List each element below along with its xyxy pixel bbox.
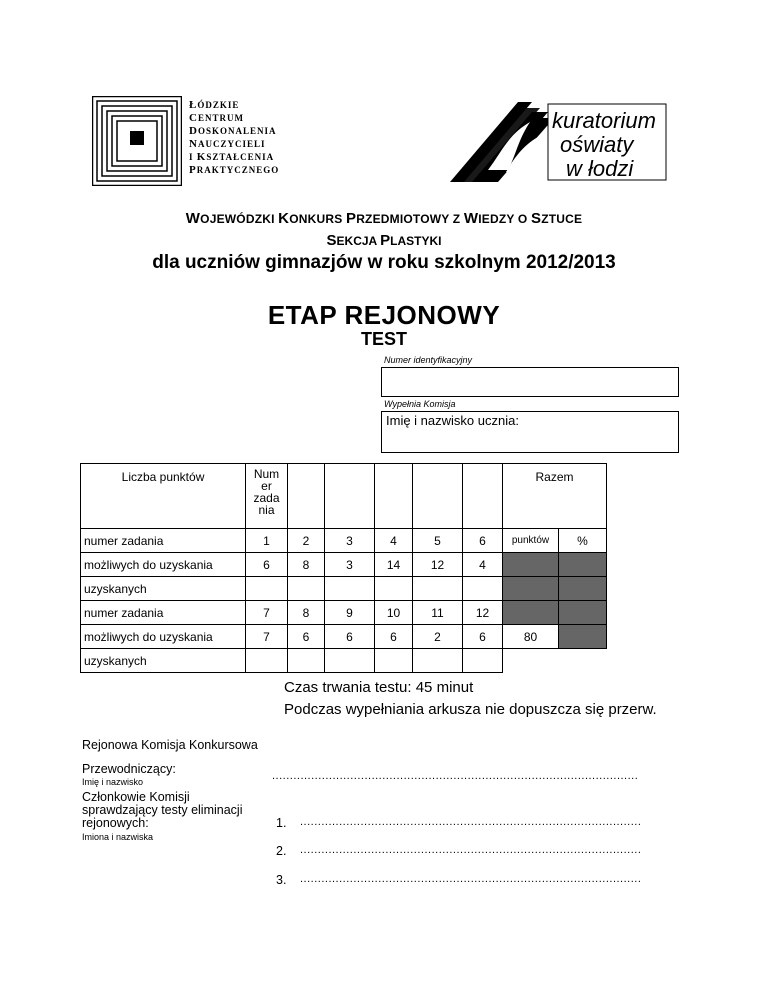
- task-cell: 8: [288, 601, 325, 625]
- points-column-header: punktów: [503, 529, 559, 553]
- obtained-cell[interactable]: [325, 577, 375, 601]
- points-cell: 6: [463, 625, 503, 649]
- kuratorium-text-2: oświaty: [560, 132, 634, 157]
- member-signature-line[interactable]: ................................................................................................: [300, 873, 642, 885]
- member-number: 3.: [276, 873, 287, 887]
- row-label-possible: możliwych do uzyskania: [81, 625, 246, 649]
- score-table: [80, 463, 607, 673]
- row-label-task: numer zadania: [81, 529, 246, 553]
- obtained-cell[interactable]: [246, 649, 288, 673]
- obtained-cell[interactable]: [288, 649, 325, 673]
- shaded-cell: [503, 577, 559, 601]
- contest-title: WOJEWÓDZKI KONKURS PRZEDMIOTOWY Z WIEDZY O SZTUCE: [185, 210, 583, 227]
- points-cell: 14: [375, 553, 413, 577]
- id-number-field[interactable]: [381, 367, 679, 397]
- task-cell: 2: [288, 529, 325, 553]
- organization-name: ŁÓDZKIE CENTRUM DOSKONALENIA NAUCZYCIELI I KSZTAŁCENIA PRAKTYCZNEGO: [189, 99, 280, 176]
- points-cell: 7: [246, 625, 288, 649]
- stage-title: ETAP REJONOWY: [267, 300, 501, 330]
- commission-title: Rejonowa Komisja Konkursowa: [82, 738, 258, 752]
- points-cell: 6: [325, 625, 375, 649]
- no-break-note: Podczas wypełniania arkusza nie dopuszcza się przerw.: [284, 701, 657, 718]
- task-cell: 10: [375, 601, 413, 625]
- shaded-cell: [559, 601, 607, 625]
- task-cell: 12: [463, 601, 503, 625]
- table-header-row: [81, 464, 607, 529]
- shaded-cell: [559, 577, 607, 601]
- points-cell: 12: [413, 553, 463, 577]
- points-cell: 6: [246, 553, 288, 577]
- members-sub-label: Imiona i nazwiska: [82, 832, 154, 842]
- task-cell: 5: [413, 529, 463, 553]
- obtained-cell[interactable]: [246, 577, 288, 601]
- shaded-cell: [503, 601, 559, 625]
- kuratorium-text-1: kuratorium: [552, 108, 656, 133]
- task-cell: 3: [325, 529, 375, 553]
- obtained-cell[interactable]: [413, 649, 463, 673]
- id-number-label: Numer identyfikacyjny: [384, 355, 473, 365]
- obtained-cell[interactable]: [463, 649, 503, 673]
- row-label-task: numer zadania: [81, 601, 246, 625]
- obtained-cell[interactable]: [288, 577, 325, 601]
- table-row: [81, 577, 607, 601]
- obtained-cell[interactable]: [375, 649, 413, 673]
- points-cell: 6: [375, 625, 413, 649]
- row-label-obtained: uzyskanych: [81, 577, 246, 601]
- points-cell: 8: [288, 553, 325, 577]
- member-signature-line[interactable]: ................................................................................................: [300, 844, 642, 856]
- task-cell: 7: [246, 601, 288, 625]
- section-title: SEKCJA PLASTYKI: [326, 232, 442, 249]
- student-name-label: Imię i nazwisko ucznia:: [386, 413, 519, 428]
- points-cell: 6: [288, 625, 325, 649]
- row-label-possible: możliwych do uzyskania: [81, 553, 246, 577]
- table-row: [81, 649, 607, 673]
- table-row: [81, 625, 607, 649]
- total-points-cell: 80: [503, 625, 559, 649]
- points-cell: 3: [325, 553, 375, 577]
- shaded-cell: [559, 553, 607, 577]
- members-label: Członkowie Komisji sprawdzający testy eliminacji rejonowych:: [82, 790, 243, 830]
- obtained-cell[interactable]: [325, 649, 375, 673]
- total-header: Razem: [503, 464, 607, 529]
- obtained-cell[interactable]: [375, 577, 413, 601]
- member-number: 1.: [276, 816, 287, 830]
- task-cell: 11: [413, 601, 463, 625]
- obtained-cell[interactable]: [413, 577, 463, 601]
- chair-signature-line[interactable]: .......................................................................................................: [272, 770, 639, 782]
- member-signature-line[interactable]: ................................................................................................: [300, 816, 642, 828]
- task-cell: 1: [246, 529, 288, 553]
- chair-label: Przewodniczący:: [82, 762, 176, 776]
- row-label-obtained: uzyskanych: [81, 649, 246, 673]
- task-cell: 9: [325, 601, 375, 625]
- kuratorium-logo: [448, 100, 670, 184]
- kuratorium-text-3: w łodzi: [566, 156, 634, 181]
- chair-sub-label: Imię i nazwisko: [82, 777, 144, 787]
- task-cell: 6: [463, 529, 503, 553]
- task-cell: 4: [375, 529, 413, 553]
- test-duration: Czas trwania testu: 45 minut: [284, 679, 474, 696]
- table-row: [81, 601, 607, 625]
- table-row: [81, 553, 607, 577]
- audience-title: dla uczniów gimnazjów w roku szkolnym 2012/2013: [152, 252, 616, 273]
- table-row: [81, 529, 607, 553]
- shaded-cell: [503, 553, 559, 577]
- percent-column-header: %: [559, 529, 607, 553]
- points-cell: 4: [463, 553, 503, 577]
- obtained-cell[interactable]: [463, 577, 503, 601]
- shaded-cell: [559, 625, 607, 649]
- points-header: Liczba punktów: [81, 464, 246, 529]
- points-cell: 2: [413, 625, 463, 649]
- commission-fills-label: Wypełnia Komisja: [384, 399, 456, 409]
- member-number: 2.: [276, 844, 287, 858]
- test-title: TEST: [360, 329, 407, 349]
- task-number-header: Num er zada nia: [246, 464, 288, 529]
- odnip-logo: [92, 96, 182, 186]
